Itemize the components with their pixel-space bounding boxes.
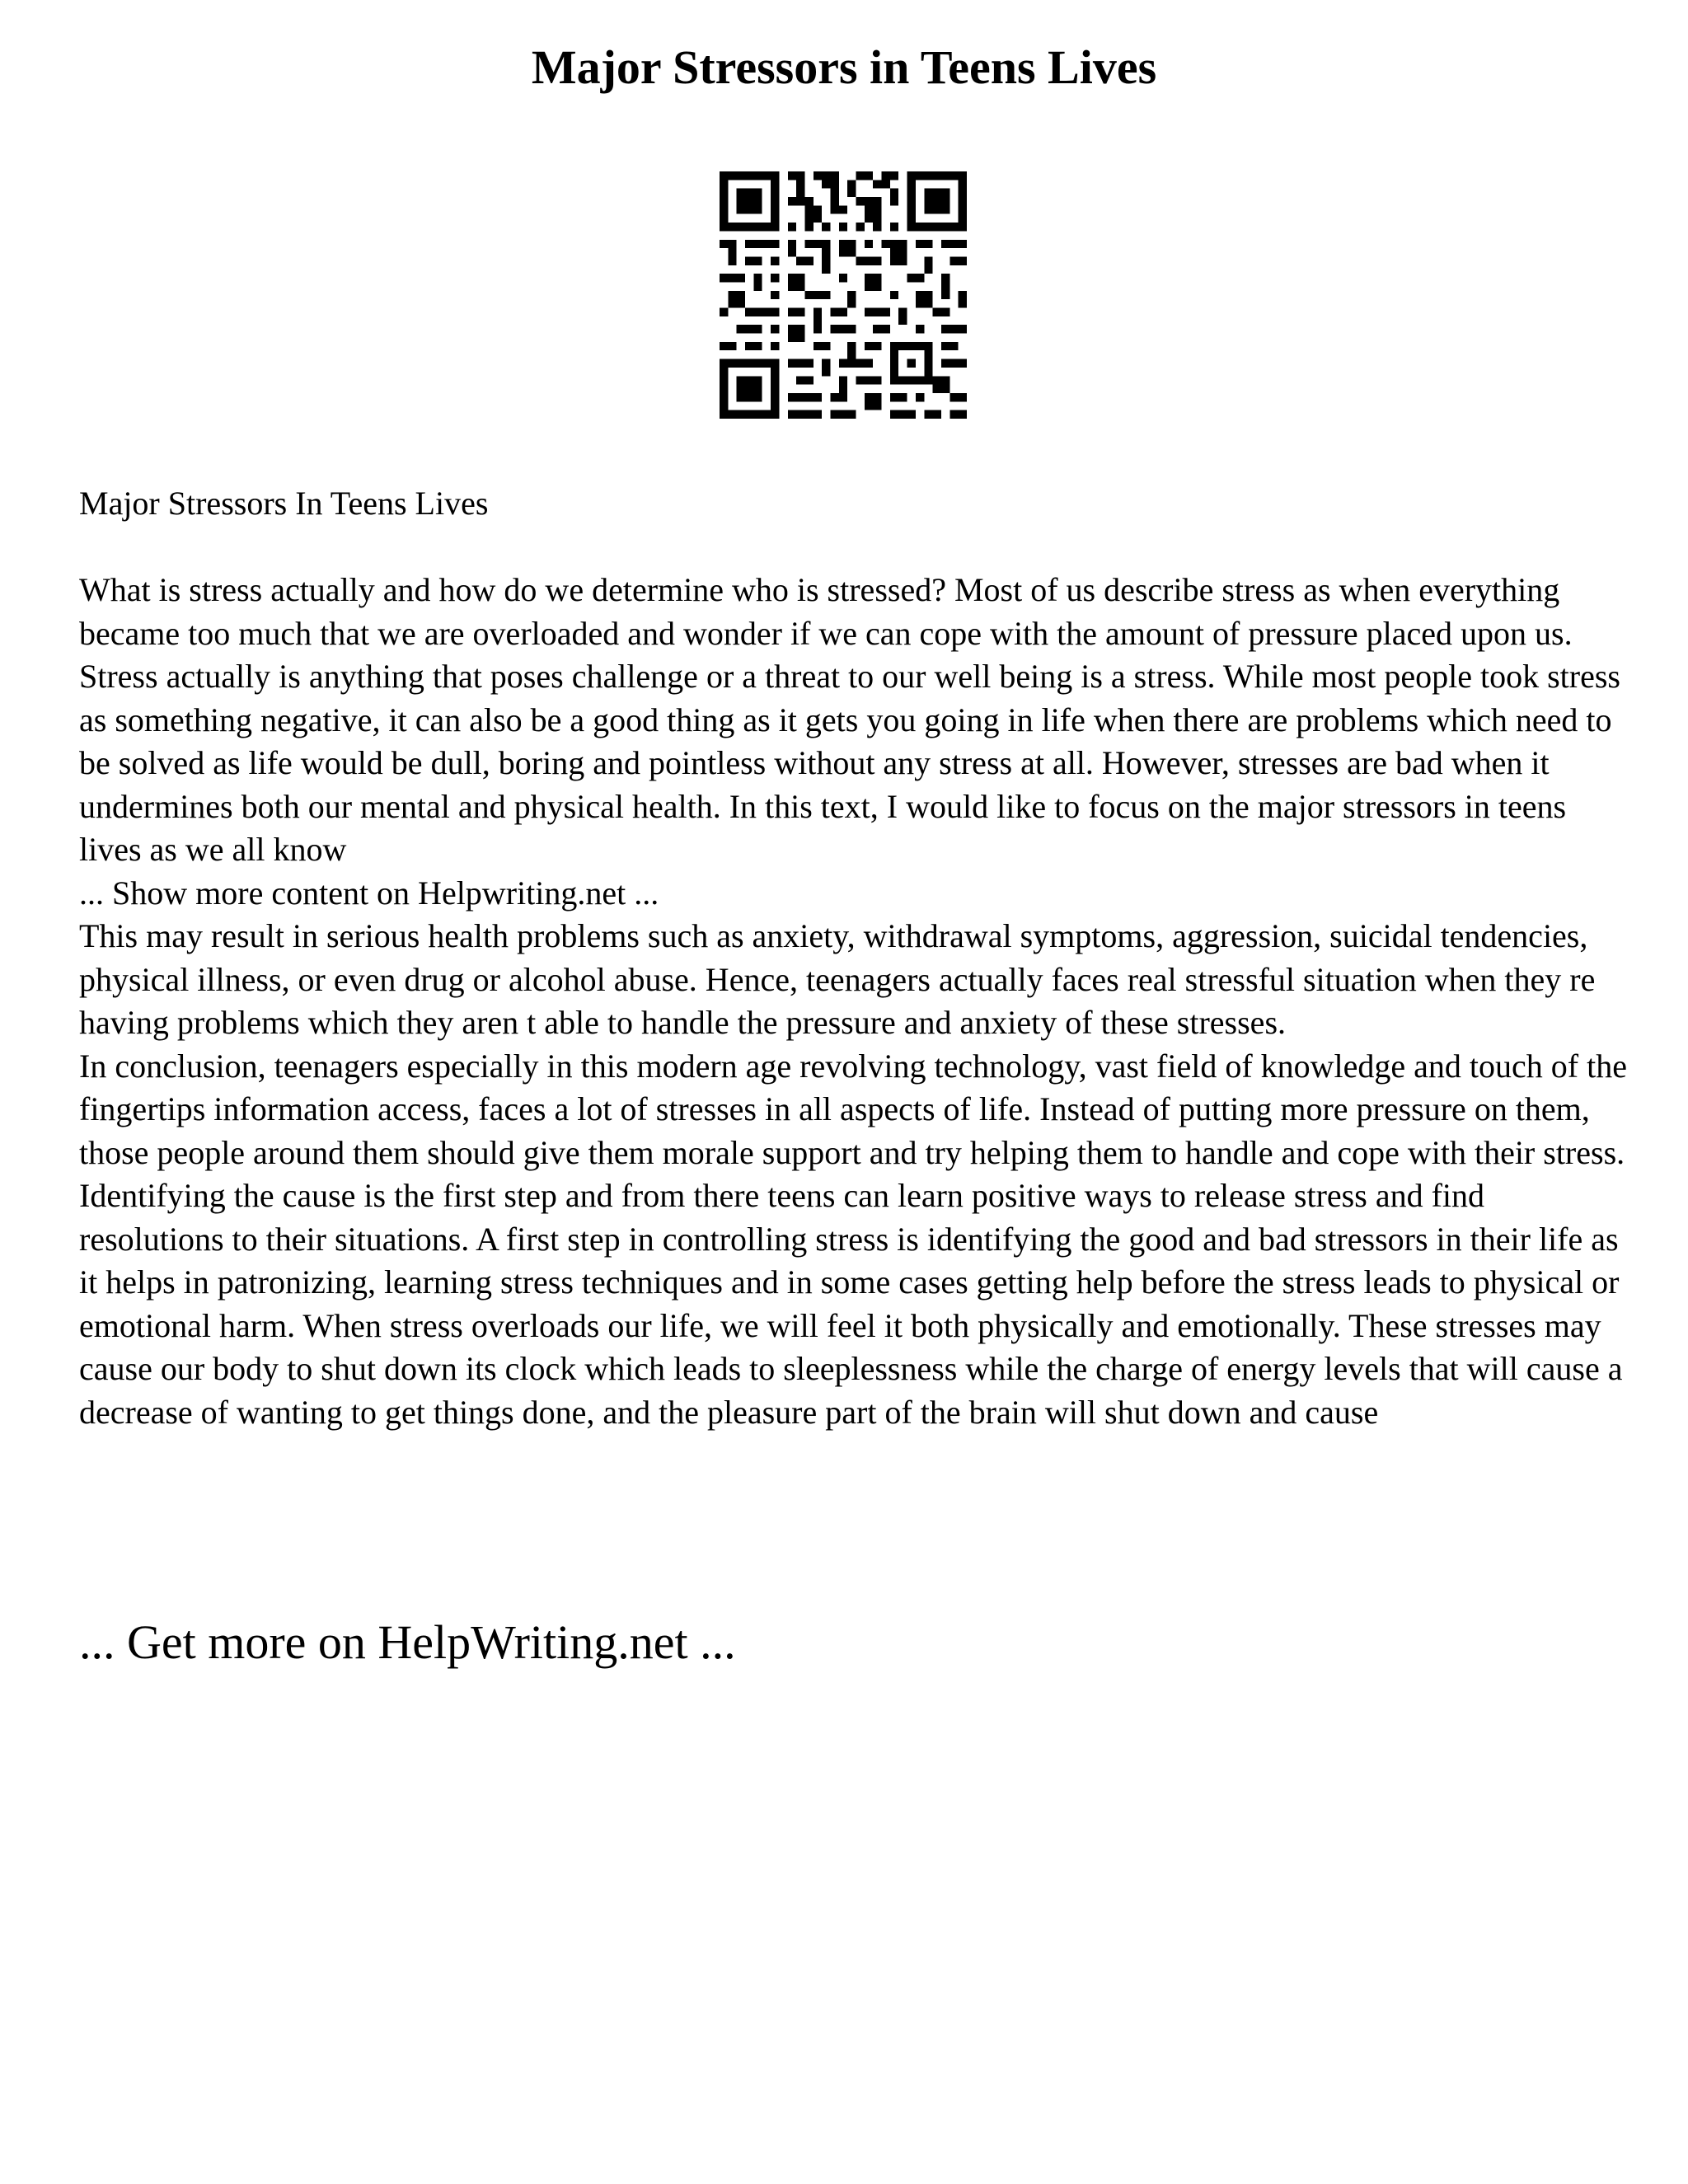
show-more-text: ... Show more content on Helpwriting.net ... [79,874,659,912]
document-subtitle: Major Stressors In Teens Lives [79,485,489,522]
qr-code-graphic [720,171,967,419]
document-title: Major Stressors in Teens Lives [531,40,1157,94]
paragraph-intro: What is stress actually and how do we determine who is stressed? Most of us describe stress as when everything became too much that we are overloaded and wonder if we can cope with the amount of pressure placed upon us. Stress actually is anything that poses challenge or a threat to our well being is a stress. While most people took stress as something negative, it can also be a good thing as it gets you going in life when there are problems which need to be solved as life would be dull, boring and pointless without any stress at all. However, stresses are bad when it undermines both our mental and physical health. In this text, I would like to focus on the major stressors in teens lives as we all know [79,571,1620,868]
document-body [79,482,1629,1434]
paragraph-health: This may result in serious health problems such as anxiety, withdrawal symptoms, aggression, suicidal tendencies, physical illness, or even drug or alcohol abuse. Hence, teenagers actually faces real stressful situation when they re having problems which they aren t able to handle the pressure and anxiety of these stresses. [79,917,1596,1041]
get-more-link[interactable]: ... Get more on HelpWriting.net ... [79,1615,736,1669]
paragraph-conclusion: In conclusion, teenagers especially in this modern age revolving technology, vast field of knowledge and touch of the fingertips information access, faces a lot of stresses in all aspects of life. Instead of putting more pressure on them, those people around them should give them morale support and try helping them to handle and cope with their stress. Identifying the cause is the first step and from there teens can learn positive ways to release stress and find resolutions to their situations. A first step in controlling stress is identifying the good and bad stressors in their life as it helps in patronizing, learning stress techniques and in some cases getting help before the stress leads to physical or emotional harm. When stress overloads our life, we will feel it both physically and emotionally. These stresses may cause our body to shut down its clock which leads to sleeplessness while the charge of energy levels that will cause a decrease of wanting to get things done, and the pleasure part of the brain will shut down and cause [79,1047,1627,1431]
qr-code-icon[interactable] [720,171,967,419]
